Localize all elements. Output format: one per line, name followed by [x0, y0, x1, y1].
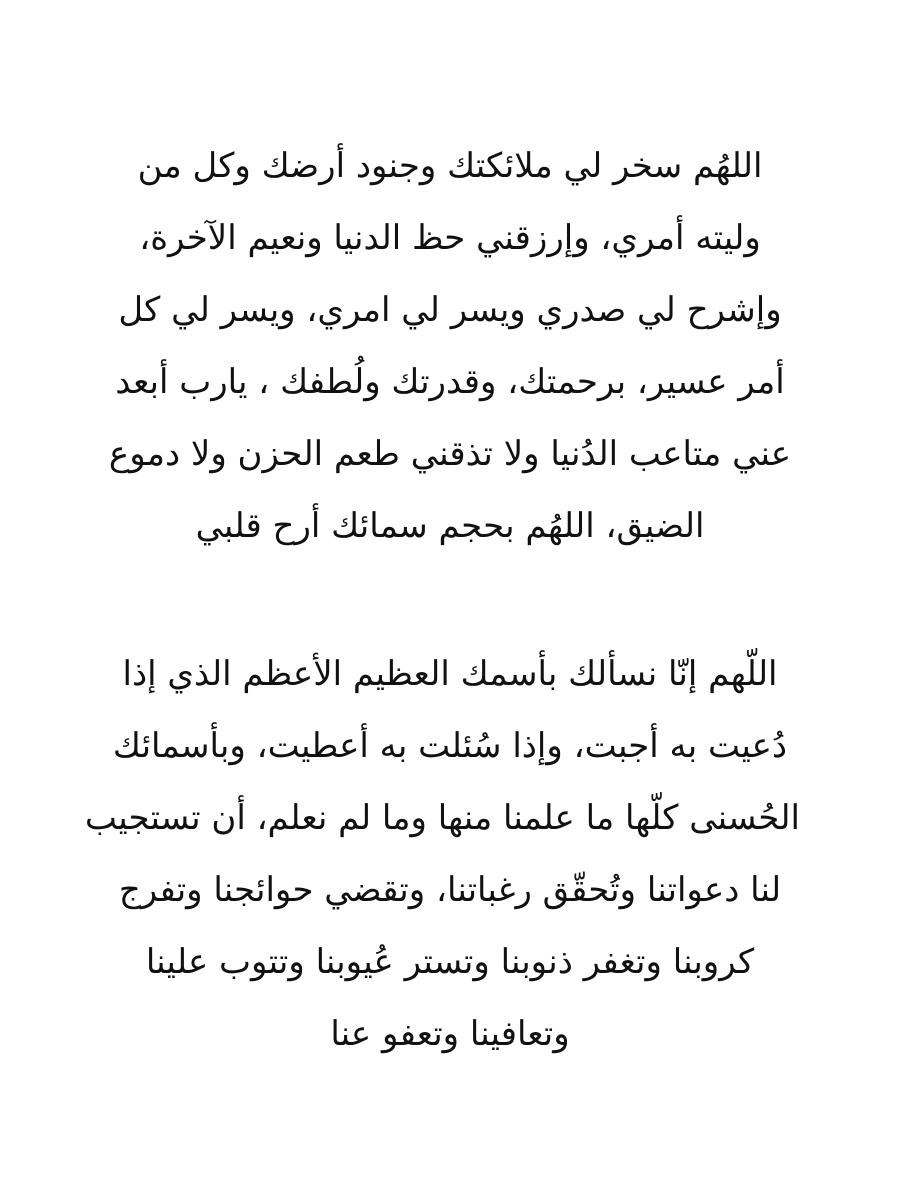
prayer-paragraph-1 [100, 130, 800, 562]
text-line: اللهُم سخر لي ملائكتك وجنود أرضك وكل من [137, 146, 763, 186]
prayer-paragraph-2 [84, 638, 800, 1070]
text-line: كروبنا وتغفر ذنوبنا وتستر عُيوبنا وتتوب علينا [145, 942, 755, 982]
text-line: لنا دعواتنا وتُحقّق رغباتنا، وتقضي حوائجنا وتفرج [118, 870, 782, 910]
text-line: الضيق، اللهُم بحجم سمائك أرح قلبي [195, 506, 705, 546]
text-line: وتعافينا وتعفو عنا [330, 1014, 570, 1054]
text-line: وإشرح لي صدري ويسر لي امري، ويسر لي كل [118, 290, 782, 330]
text-line: دُعيت به أجبت، وإذا سُئلت به أعطيت، وبأسمائك [112, 726, 788, 766]
text-line: وليته أمري، وإرزقني حظ الدنيا ونعيم الآخرة، [139, 218, 761, 258]
text-line: الحُسنى كلّها ما علمنا منها وما لم نعلم، أن تستجيب [84, 798, 800, 838]
text-line: عني متاعب الدُنيا ولا تذقني طعم الحزن ولا دموع [108, 434, 792, 474]
text-line: أمر عسير، برحمتك، وقدرتك ولُطفك ، يارب أبعد [115, 362, 785, 402]
text-line: اللّهم إنّا نسألك بأسمك العظيم الأعظم الذي إذا [122, 654, 778, 694]
